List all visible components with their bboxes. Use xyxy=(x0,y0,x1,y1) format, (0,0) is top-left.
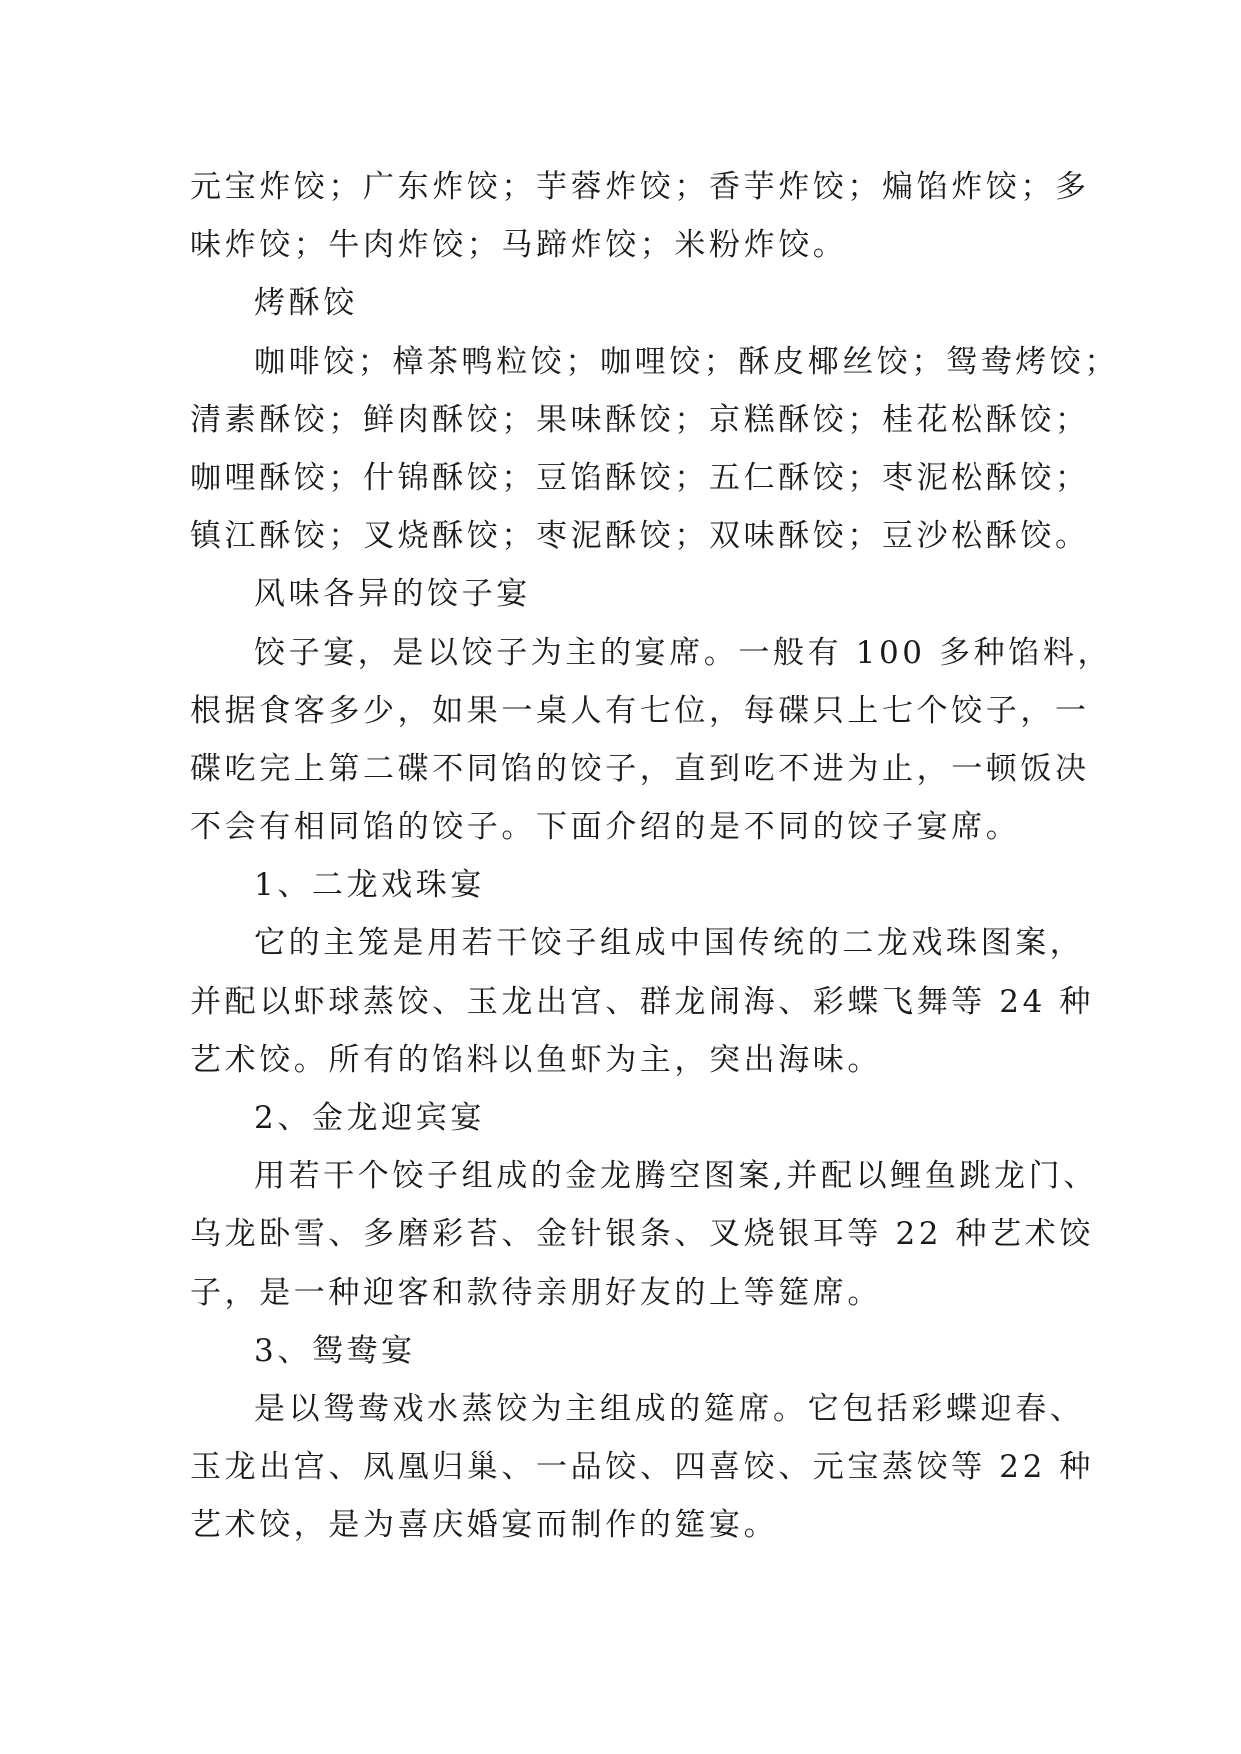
text-line: 1、二龙戏珠宴 xyxy=(254,867,485,904)
text-line: 艺术饺，是为喜庆婚宴而制作的筵宴。 xyxy=(190,1507,779,1544)
text-line: 碟吃完上第二碟不同馅的饺子，直到吃不进为止，一顿饭决 xyxy=(190,750,1090,787)
text-line: 是以鸳鸯戏水蒸饺为主组成的筵席。它包括彩蝶迎春、 xyxy=(254,1390,1085,1427)
text-line: 它的主笼是用若干饺子组成中国传统的二龙戏珠图案， xyxy=(254,925,1085,962)
text-line: 乌龙卧雪、多磨彩苔、金针银条、叉烧银耳等 22 种艺术饺 xyxy=(190,1216,1094,1253)
text-line: 子，是一种迎客和款待亲朋好友的上等筵席。 xyxy=(190,1274,882,1311)
text-line: 3、鸳鸯宴 xyxy=(254,1332,416,1369)
text-line: 味炸饺；牛肉炸饺；马蹄炸饺；米粉炸饺。 xyxy=(190,227,848,264)
text-line: 咖啡饺；樟茶鸭粒饺；咖哩饺；酥皮椰丝饺；鸳鸯烤饺； xyxy=(254,343,1119,380)
text-line: 镇江酥饺；叉烧酥饺；枣泥酥饺；双味酥饺；豆沙松酥饺。 xyxy=(190,518,1090,555)
text-line: 清素酥饺；鲜肉酥饺；果味酥饺；京糕酥饺；桂花松酥饺； xyxy=(190,401,1090,438)
text-line: 元宝炸饺；广东炸饺；芋蓉炸饺；香芋炸饺；煸馅炸饺；多 xyxy=(190,169,1090,205)
text-line: 玉龙出宫、凤凰归巢、一品饺、四喜饺、元宝蒸饺等 22 种 xyxy=(190,1449,1094,1486)
text-line: 咖哩酥饺；什锦酥饺；豆馅酥饺；五仁酥饺；枣泥松酥饺； xyxy=(190,459,1090,496)
text-line: 烤酥饺 xyxy=(254,285,358,322)
text-line: 风味各异的饺子宴 xyxy=(254,576,531,613)
text-line: 根据食客多少，如果一桌人有七位，每碟只上七个饺子，一 xyxy=(190,692,1090,729)
text-line: 饺子宴，是以饺子为主的宴席。一般有 100 多种馅料， xyxy=(254,634,1113,671)
text-line: 艺术饺。所有的馅料以鱼虾为主，突出海味。 xyxy=(190,1041,882,1078)
text-line: 2、金龙迎宾宴 xyxy=(254,1100,485,1136)
text-line: 不会有相同馅的饺子。下面介绍的是不同的饺子宴席。 xyxy=(190,809,1021,846)
text-line: 用若干个饺子组成的金龙腾空图案,并配以鲤鱼跳龙门、 xyxy=(254,1158,1098,1195)
text-line: 并配以虾球蒸饺、玉龙出宫、群龙闹海、彩蝶飞舞等 24 种 xyxy=(190,983,1094,1020)
document-body xyxy=(190,158,1119,1555)
